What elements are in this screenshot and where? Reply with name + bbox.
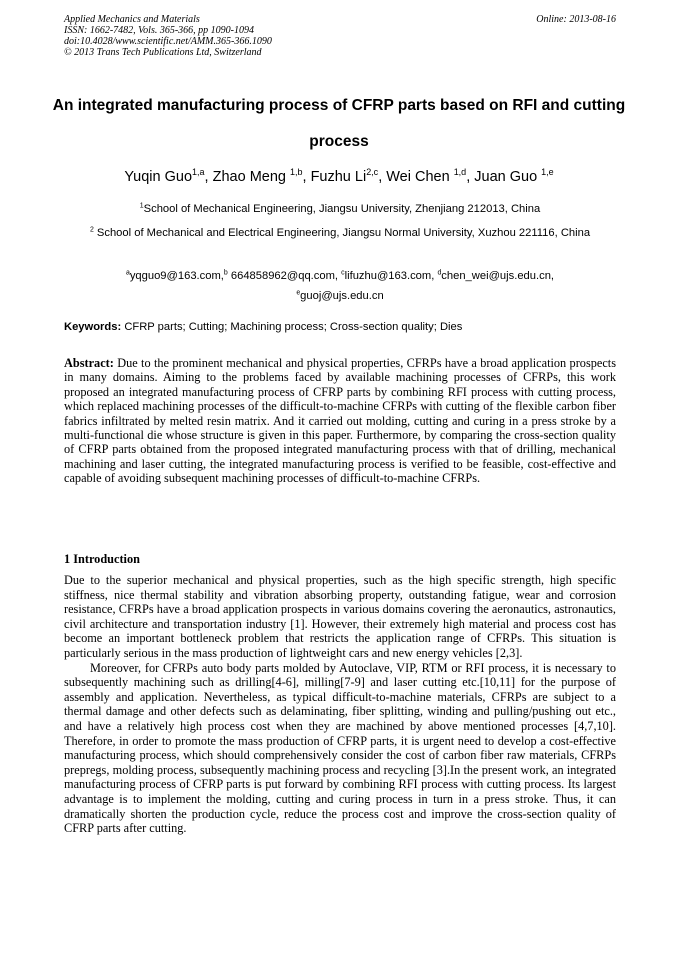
author-affiliation-mark: 1,a bbox=[192, 167, 205, 178]
affiliation-2 bbox=[76, 223, 604, 243]
section-heading: 1 Introduction bbox=[64, 552, 140, 566]
email-address[interactable]: 664858962@qq.com, bbox=[227, 270, 342, 282]
author-affiliation-mark: 1,b bbox=[290, 167, 303, 178]
author-name: Fuzhu Li bbox=[310, 169, 367, 185]
author-name: Zhao Meng bbox=[212, 169, 290, 185]
body-paragraph: Moreover, for CFRPs auto body parts molded by Autoclave, VIP, RTM or RFI process, it is necessary to subsequently machining such as drilling[4-6], milling[7-9] and laser cutting etc.[10,11] for the purpose of assembly and application. Nevertheless, as typical difficult-to-machine materials, CFRPs are subject to a thermal damage and other defects such as delaminating, fiber splitting, winding and pulling/pushing out etc., and have a relatively high process cost when they are machined by above mentioned processes [4,7,10]. Therefore, in order to promote the mass production of CFRP parts, it is urgent need to develop a cost-effective manufacturing process, which should comprehensively consider the cost of carbon fiber raw materials, CFRPs prepregs, molding process, subsequently machining process and recycling [3].In the present work, an integrated manufacturing process of CFRP parts is put forward by combining RFI process with cutting process. Its largest advantage is to implement the molding, cutting and curing process in turn in a press stroke. Thus, it can dramatically shorten the production cycle, reduce the process cost and improve the cross-section quality of CFRP parts after cutting. bbox=[64, 660, 616, 836]
journal-header bbox=[64, 14, 616, 58]
email-list bbox=[84, 266, 596, 306]
affiliation-number: 1 bbox=[139, 202, 144, 210]
copyright-line: © 2013 Trans Tech Publications Ltd, Switzerland bbox=[64, 47, 262, 58]
affiliation-1 bbox=[64, 199, 616, 219]
email-mark: d bbox=[437, 269, 442, 277]
email-mark: b bbox=[223, 269, 228, 277]
affiliation-text: School of Mechanical and Electrical Engineering, Jiangsu Normal University, Xuzhou 221116, China bbox=[96, 227, 591, 239]
author-name: Wei Chen bbox=[386, 169, 454, 185]
email-address[interactable]: guoj@ujs.edu.cn bbox=[300, 290, 384, 302]
doi-line: doi:10.4028/www.scientific.net/AMM.365-366.1090 bbox=[64, 36, 272, 47]
email-mark: c bbox=[341, 269, 345, 277]
email-mark: e bbox=[296, 289, 301, 297]
abstract-label: Abstract: bbox=[64, 356, 114, 370]
author-affiliation-mark: 2,c bbox=[366, 167, 379, 178]
affiliation-text: School of Mechanical Engineering, Jiangsu University, Zhenjiang 212013, China bbox=[143, 203, 541, 215]
body-paragraph: Due to the superior mechanical and physical properties, such as the high specific strength, high specific stiffness, nice thermal stability and vibration absorbing property, outstanding fatigue, wear and corrosion resistance, CFRPs have a broad application prospects in various domains covering the aeronautics, astronautics, civil architecture and transportation industry [1]. However, their extremely high material and process cost has become an important bottleneck problem that restricts the application range of CFRPs. This situation is particularly serious in the mass production of lightweight cars and new energy vehicles [2,3]. bbox=[64, 573, 616, 660]
author-name: Yuqin Guo bbox=[124, 169, 193, 185]
author-affiliation-mark: 1,d bbox=[453, 167, 467, 178]
online-date: Online: 2013-08-16 bbox=[536, 14, 616, 25]
abstract bbox=[64, 356, 616, 486]
issn-line: ISSN: 1662-7482, Vols. 365-366, pp 1090-1094 bbox=[64, 25, 254, 36]
keywords-label: Keywords: bbox=[64, 321, 122, 333]
email-address[interactable]: lifuzhu@163.com, bbox=[344, 270, 438, 282]
keywords-text: CFRP parts; Cutting; Machining process; Cross-section quality; Dies bbox=[124, 321, 463, 333]
abstract-text: Due to the prominent mechanical and physical properties, CFRPs have a broad application prospects in many domains. Aiming to the problems faced by available machining processes of CFRPs, this work proposed an integrated manufacturing process of CFRP parts by combining RFI process with cutting process, which replaced machining processes of the difficult-to-machine CFRPs with cutting of the flexible carbon fiber fabrics infiltrated by melted resin matrix. And it carried out molding, cutting and curing in a press stroke by a multi-functional die whose structure is given in this paper. Furthermore, by comparing the cross-section quality of CFRP parts obtained from the proposed integrated manufacturing process with that of drilling, mechanical machining and laser cutting, the integrated manufacturing process is verified to be feasible, cost-effective and capable of avoiding subsequent machining processes of difficult-to-machine CFRPs. bbox=[64, 356, 616, 486]
paper-title: An integrated manufacturing process of CFRP parts based on RFI and cutting process bbox=[52, 97, 626, 150]
author-name: Juan Guo bbox=[474, 169, 542, 185]
affiliation-number: 2 bbox=[89, 226, 94, 234]
journal-name: Applied Mechanics and Materials bbox=[64, 14, 200, 25]
section-body bbox=[64, 573, 616, 836]
author-affiliation-mark: 1,e bbox=[541, 167, 554, 178]
email-address[interactable]: chen_wei@ujs.edu.cn, bbox=[441, 270, 555, 282]
email-address[interactable]: yqguo9@163.com, bbox=[129, 270, 224, 282]
keywords bbox=[64, 319, 616, 335]
author-list: Yuqin Guo$^{1,a}$, Zhao Meng $^{1,b}$, Fuzhu Li$^{2,c}$, Wei Chen $^{1,d}$, Juan Guo $^{1,e}$ bbox=[124, 167, 554, 185]
email-mark: a bbox=[125, 269, 130, 277]
